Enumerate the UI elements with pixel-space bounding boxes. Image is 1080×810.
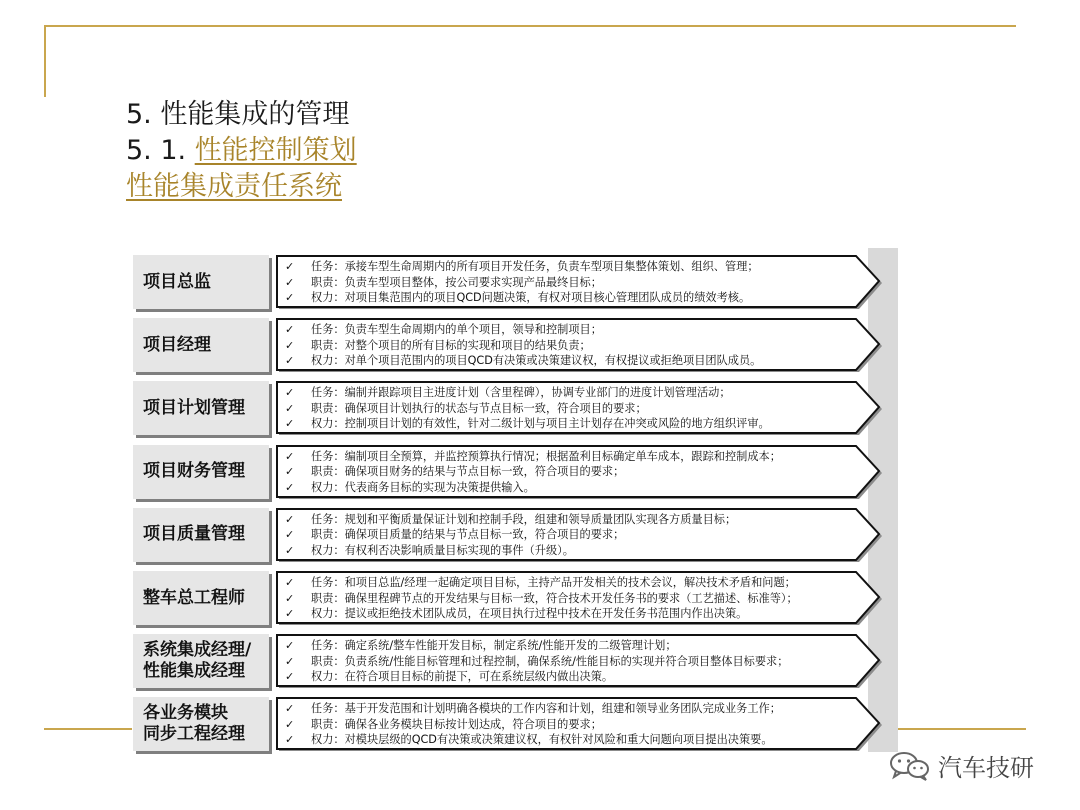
role-row (133, 697, 893, 753)
role-description-list (285, 449, 865, 496)
role-name: 项目经理 (133, 318, 269, 372)
subsection-title (126, 134, 357, 168)
check-icon: ✓ (285, 323, 295, 337)
role-duty-item (285, 338, 865, 354)
role-description-list (285, 638, 865, 685)
role-power-item (285, 669, 865, 685)
role-power-text: 权力：代表商务目标的实现为决策提供输入。 (311, 480, 535, 494)
role-name: 项目财务管理 (133, 445, 269, 499)
check-icon: ✓ (285, 275, 295, 289)
role-power-item (285, 606, 865, 622)
check-icon: ✓ (285, 717, 295, 731)
role-power-item (285, 543, 865, 559)
role-task-text: 任务：承接车型生命周期内的所有项目开发任务，负责车型项目集整体策划、组织、管理； (311, 260, 759, 273)
role-name: 整车总工程师 (133, 571, 269, 625)
role-row (133, 634, 893, 690)
role-power-item (285, 290, 865, 306)
role-power-text: 权力：对模块层级的QCD有决策或决策建议权，有权针对风险和重大问题向项目提出决策要。 (311, 733, 773, 747)
role-power-item (285, 416, 865, 432)
role-duty-item (285, 275, 865, 291)
role-duty-item (285, 717, 865, 733)
role-duty-text: 职责：确保项目计划执行的状态与节点目标一致，符合项目的要求； (311, 401, 647, 415)
bottom-rule-right (896, 728, 1026, 730)
role-power-text: 权力：控制项目计划的有效性，针对二级计划与项目主计划存在冲突或风险的地方组织评审。 (311, 417, 770, 431)
role-name: 各业务模块 同步工程经理 (133, 697, 269, 751)
check-icon: ✓ (285, 591, 295, 605)
left-rule (44, 25, 46, 97)
check-icon: ✓ (285, 260, 295, 273)
role-row (133, 445, 893, 501)
role-duty-text: 职责：确保里程碑节点的开发结果与目标一致，符合技术开发任务书的要求（工艺描述、标准等）； (311, 591, 798, 605)
role-duty-text: 职责：确保项目财务的结果与节点目标一致，符合项目的要求； (311, 465, 625, 479)
role-duty-item (285, 401, 865, 417)
check-icon: ✓ (285, 639, 295, 653)
role-name: 项目总监 (133, 255, 269, 309)
role-duty-item (285, 527, 865, 543)
role-task-item (285, 701, 865, 717)
check-icon: ✓ (285, 543, 295, 557)
role-duty-text: 职责：确保各业务模块目标按计划达成，符合项目的要求； (311, 717, 602, 731)
role-row (133, 508, 893, 564)
section-title: 5. 性能集成的管理 (126, 99, 350, 130)
role-task-item (285, 638, 865, 654)
bottom-rule-left (44, 728, 132, 730)
role-duty-text: 职责：对整个项目的所有目标的实现和项目的结果负责； (311, 338, 591, 352)
role-description-list (285, 575, 865, 622)
role-duty-item (285, 464, 865, 480)
role-task-item (285, 575, 865, 591)
role-power-text: 权力：对项目集范围内的项目QCD问题决策，有权对项目核心管理团队成员的绩效考核。 (311, 291, 751, 304)
subsection-number: 5. 1. (126, 135, 195, 166)
role-task-item (285, 512, 865, 528)
role-task-text: 任务：规划和平衡质量保证计划和控制手段，组建和领导质量团队实现各方质量目标； (311, 512, 737, 526)
check-icon: ✓ (285, 480, 295, 494)
role-power-text: 权力：提议或拒绝技术团队成员，在项目执行过程中技术在开发任务书范围内作出决策。 (311, 607, 748, 620)
performance-control-planning-link[interactable]: 性能控制策划 (194, 135, 357, 166)
role-description-list (285, 701, 865, 748)
role-row (133, 255, 893, 311)
role-task-text: 任务：负责车型生命周期内的单个项目，领导和控制项目； (311, 323, 602, 337)
role-power-item (285, 353, 865, 369)
role-task-text: 任务：和项目总监/经理一起确定项目目标，主持产品开发相关的技术会议，解决技术矛盾和问题； (311, 576, 796, 589)
role-duty-text: 职责：负责车型项目整体，按公司要求实现产品最终目标； (311, 275, 602, 289)
role-power-item (285, 480, 865, 496)
role-task-item (285, 385, 865, 401)
check-icon: ✓ (285, 291, 295, 304)
role-description-list (285, 322, 865, 369)
check-icon: ✓ (285, 528, 295, 542)
role-name: 项目计划管理 (133, 381, 269, 435)
check-icon: ✓ (285, 401, 295, 415)
role-task-item (285, 449, 865, 465)
role-name: 项目质量管理 (133, 508, 269, 562)
check-icon: ✓ (285, 670, 295, 684)
role-description-list (285, 385, 865, 432)
role-description-list (285, 259, 865, 306)
watermark (888, 748, 1034, 783)
performance-responsibility-system-link[interactable]: 性能集成责任系统 (126, 171, 342, 202)
role-description-list (285, 512, 865, 559)
check-icon: ✓ (285, 465, 295, 479)
check-icon: ✓ (285, 576, 295, 589)
role-row (133, 381, 893, 437)
check-icon: ✓ (285, 733, 295, 747)
check-icon: ✓ (285, 654, 295, 668)
wechat-icon (888, 750, 932, 782)
role-duty-text: 职责：确保项目质量的结果与节点目标一致，符合项目的要求； (311, 528, 625, 542)
role-task-text: 任务：编制并跟踪项目主进度计划（含里程碑），协调专业部门的进度计划管理活动； (311, 386, 731, 400)
check-icon: ✓ (285, 512, 295, 526)
check-icon: ✓ (285, 338, 295, 352)
check-icon: ✓ (285, 449, 295, 463)
role-power-text: 权力：有权利否决影响质量目标实现的事件（升级）。 (311, 543, 574, 557)
check-icon: ✓ (285, 354, 295, 368)
role-duty-item (285, 591, 865, 607)
role-task-item (285, 259, 865, 275)
role-task-item (285, 322, 865, 338)
role-row (133, 318, 893, 374)
check-icon: ✓ (285, 607, 295, 620)
role-name: 系统集成经理/ 性能集成经理 (133, 634, 269, 688)
top-rule (44, 25, 1016, 27)
check-icon: ✓ (285, 386, 295, 400)
role-power-item (285, 732, 865, 748)
role-duty-item (285, 654, 865, 670)
role-task-text: 任务：基于开发范围和计划明确各模块的工作内容和计划，组建和领导业务团队完成业务工作； (311, 702, 781, 716)
role-task-text: 任务：确定系统/整车性能开发目标，制定系统/性能开发的二级管理计划； (311, 639, 677, 653)
role-row (133, 571, 893, 627)
check-icon: ✓ (285, 417, 295, 431)
role-power-text: 权力：在符合项目目标的前提下，可在系统层级内做出决策。 (311, 670, 614, 684)
role-power-text: 权力：对单个项目范围内的项目QCD有决策或决策建议权，有权提议或拒绝项目团队成员。 (311, 354, 762, 368)
role-duty-text: 职责：负责系统/性能目标管理和过程控制，确保系统/性能目标的实现并符合项目整体目标要求； (311, 654, 789, 668)
check-icon: ✓ (285, 702, 295, 716)
watermark-text: 汽车技研 (938, 754, 1034, 782)
subsection-subtitle (126, 170, 342, 204)
role-task-text: 任务：编制项目全预算，并监控预算执行情况；根据盈利目标确定单车成本，跟踪和控制成本； (311, 449, 781, 463)
